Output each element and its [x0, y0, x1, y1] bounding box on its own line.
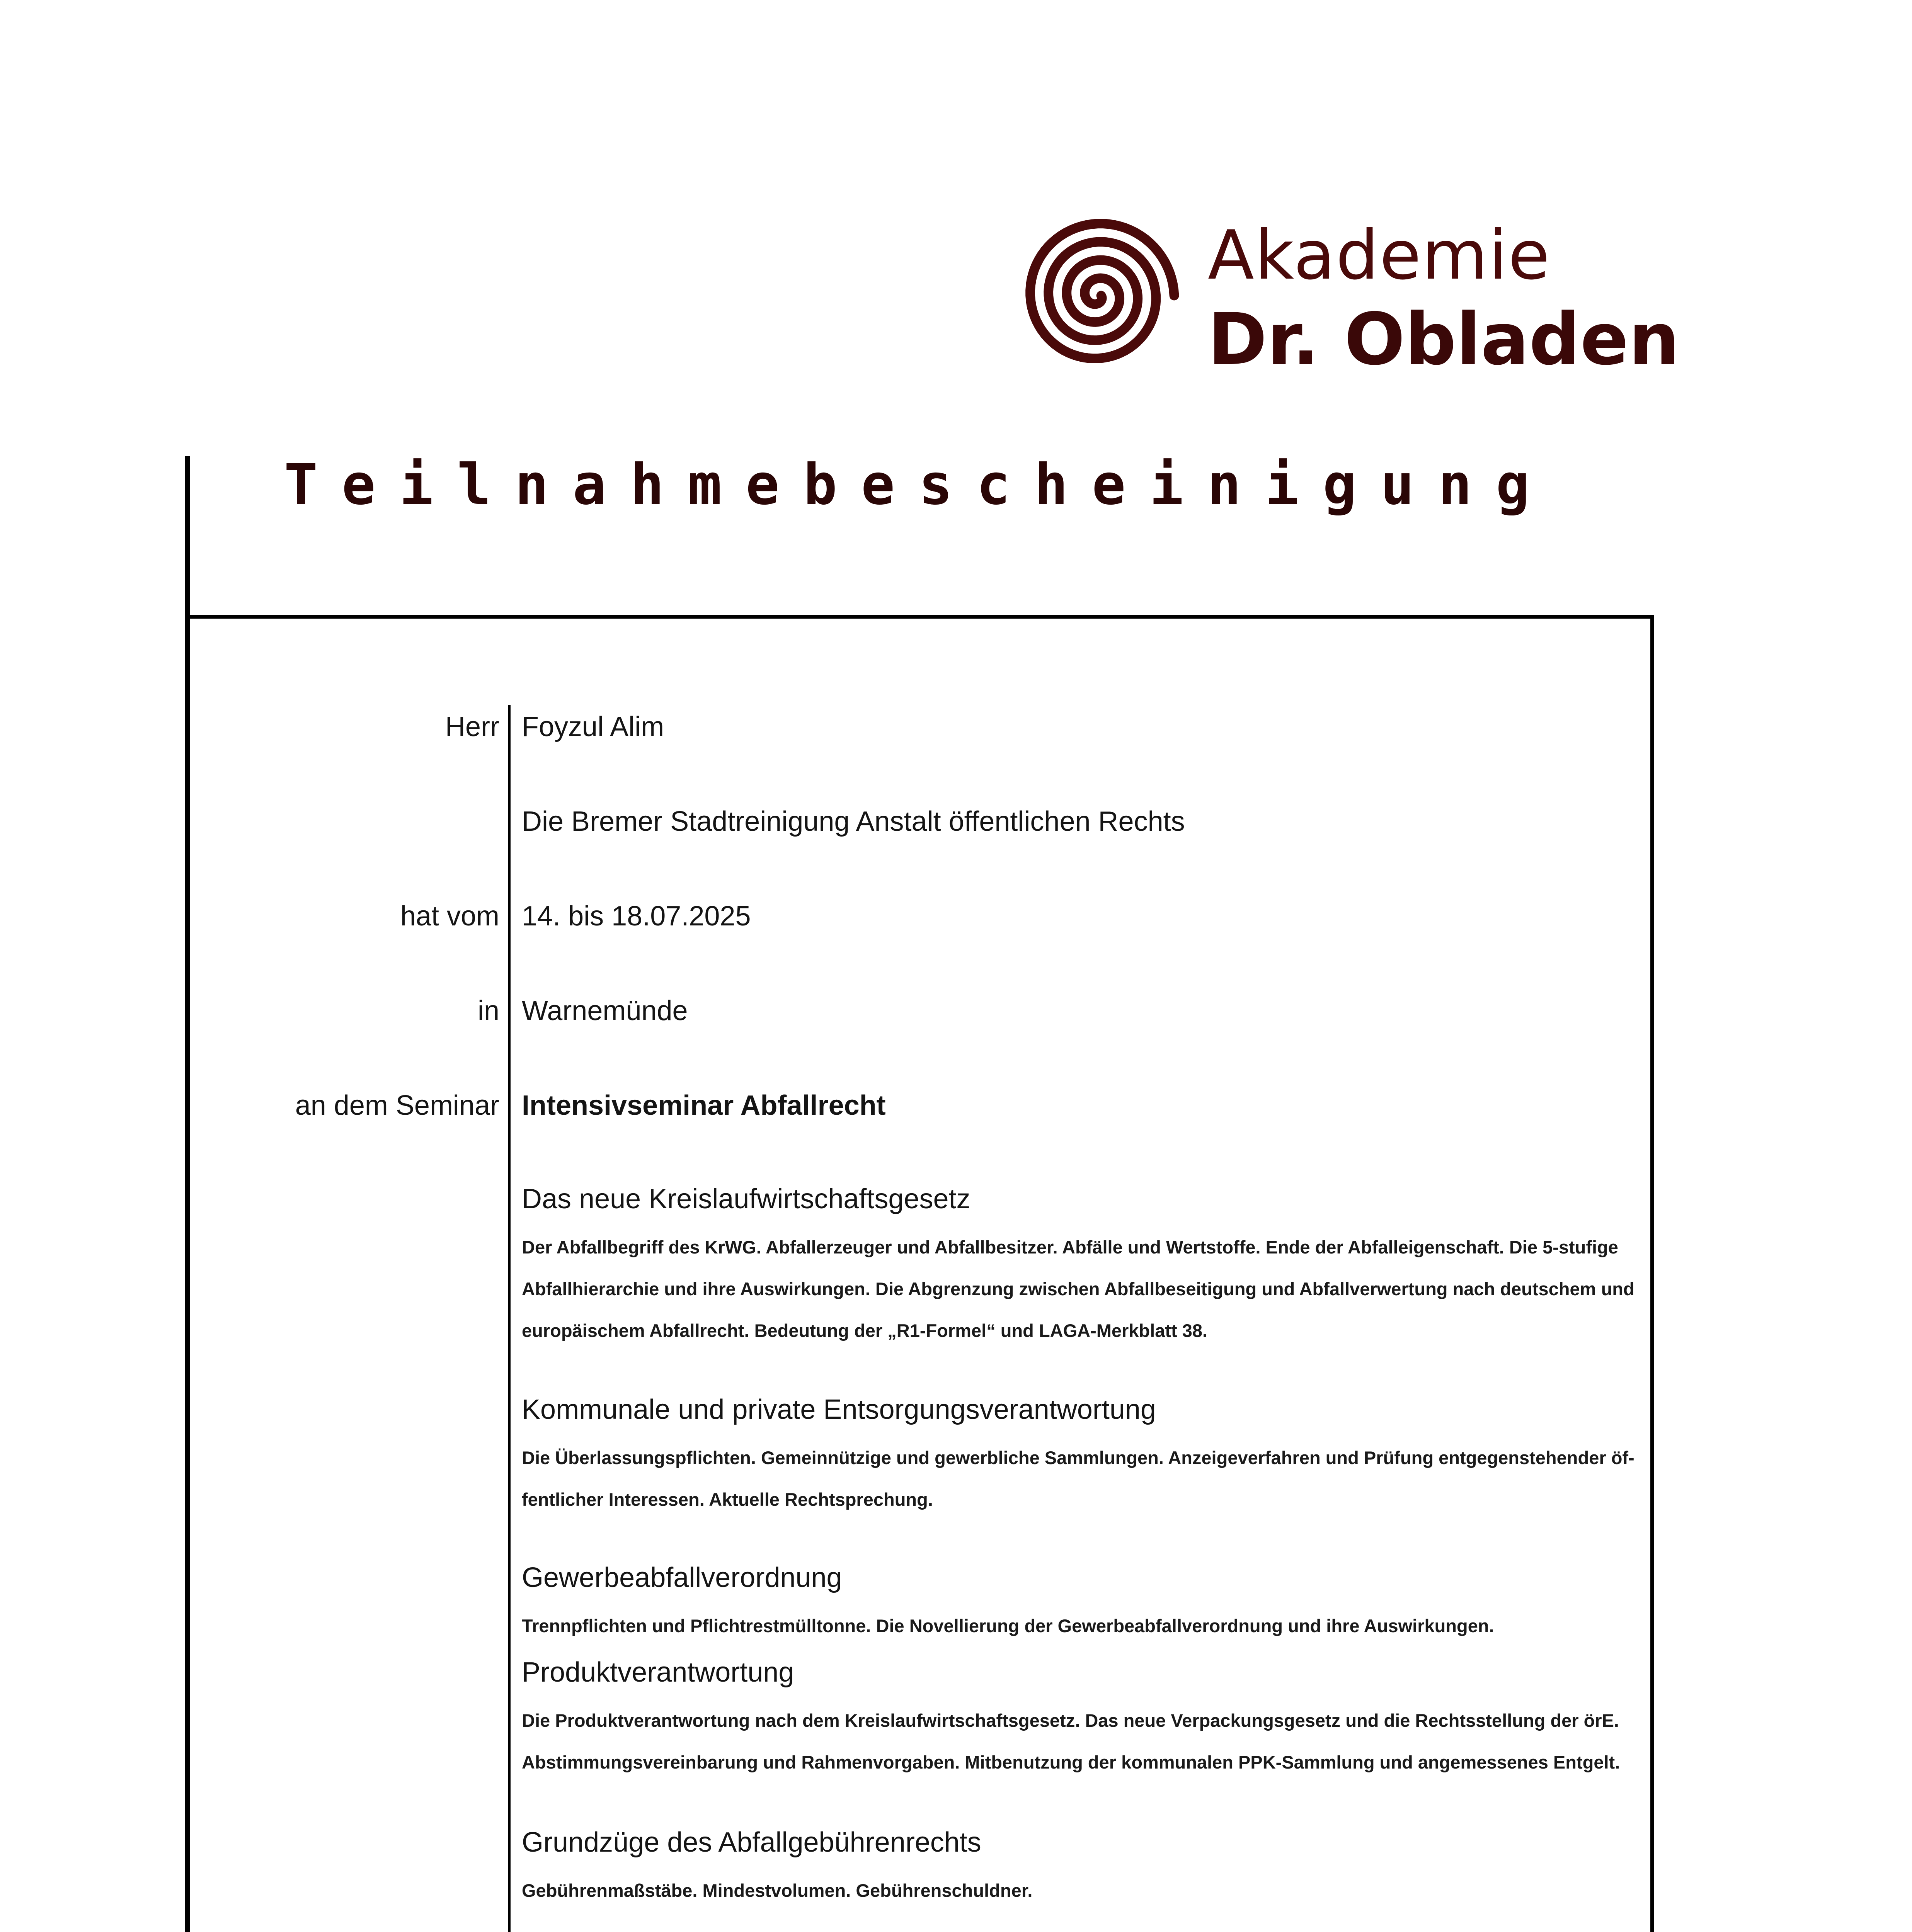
topic-description — [522, 1870, 1643, 1912]
spiral-logo-icon — [1011, 209, 1185, 383]
logo-text-akademie: Akademie — [1208, 216, 1551, 295]
topic-line: Gebührenmaßstäbe. Mindestvolumen. Gebührenschuldner. — [522, 1880, 1033, 1901]
date-value: 14. bis 18.07.2025 — [522, 901, 751, 932]
salutation-label: Herr — [445, 711, 499, 742]
topic-section — [522, 1393, 1643, 1520]
frame-left-border — [185, 456, 190, 1932]
topic-title: Grundzüge des Abfallgebührenrechts — [522, 1827, 981, 1858]
logo-text-dr-obladen: Dr. Obladen — [1208, 298, 1680, 381]
topic-line: europäischem Abfallrecht. Bedeutung der „R1-Formel“ und LAGA-Merkblatt 38. — [522, 1320, 1208, 1341]
seminar-title: Intensivseminar Abfallrecht — [522, 1090, 886, 1121]
topic-title: Produktverantwortung — [522, 1657, 794, 1688]
frame-top-border — [185, 615, 1653, 619]
topic-description — [522, 1437, 1643, 1520]
topic-description — [522, 1605, 1643, 1647]
topic-title: Gewerbeabfallverordnung — [522, 1562, 842, 1593]
topic-title: Das neue Kreislaufwirtschaftsgesetz — [522, 1184, 970, 1214]
organization-name: Die Bremer Stadtreinigung Anstalt öffentlichen Rechts — [522, 806, 1185, 837]
document-title: Teilnahmebescheinigung — [284, 452, 1554, 517]
label-column-divider — [508, 705, 511, 1932]
topic-line: Trennpflichten und Pflichtrestmülltonne. Die Novellierung der Gewerbeabfallverordnung und ihre Auswirkungen. — [522, 1616, 1494, 1636]
topic-section — [522, 1182, 1643, 1352]
topic-line: Die Überlassungspflichten. Gemeinnützige und gewerbliche Sammlungen. Anzeigeverfahren und Prüfung entgegenstehender öf- — [522, 1447, 1634, 1468]
topic-description — [522, 1226, 1643, 1352]
location-label: in — [477, 995, 499, 1026]
participant-name: Foyzul Alim — [522, 711, 664, 742]
topic-section — [522, 1656, 1643, 1783]
topic-line: Abstimmungsvereinbarung und Rahmenvorgaben. Mitbenutzung der kommunalen PPK-Sammlung und angemessenes Entgelt. — [522, 1752, 1620, 1773]
topic-line: Abfallhierarchie und ihre Auswirkungen. Die Abgrenzung zwischen Abfallbeseitigung und Abfallverwertung nach deutschem und — [522, 1279, 1634, 1299]
topic-title: Kommunale und private Entsorgungsverantwortung — [522, 1394, 1156, 1425]
seminar-label: an dem Seminar — [295, 1090, 499, 1121]
location-value: Warnemünde — [522, 995, 688, 1026]
topic-section — [522, 1561, 1643, 1647]
date-label: hat vom — [400, 901, 499, 932]
topic-line: Der Abfallbegriff des KrWG. Abfallerzeuger und Abfallbesitzer. Abfälle und Wertstoffe. Ende der Abfalleigenschaft. Die 5-stufige — [522, 1237, 1618, 1258]
topic-line: Die Produktverantwortung nach dem Kreislaufwirtschaftsgesetz. Das neue Verpackungsgesetz und die Rechtsstellung der örE. — [522, 1710, 1619, 1731]
topic-line: fentlicher Interessen. Aktuelle Rechtsprechung. — [522, 1489, 933, 1510]
topic-section — [522, 1826, 1643, 1912]
topic-description — [522, 1700, 1643, 1783]
frame-right-border — [1650, 615, 1654, 1932]
